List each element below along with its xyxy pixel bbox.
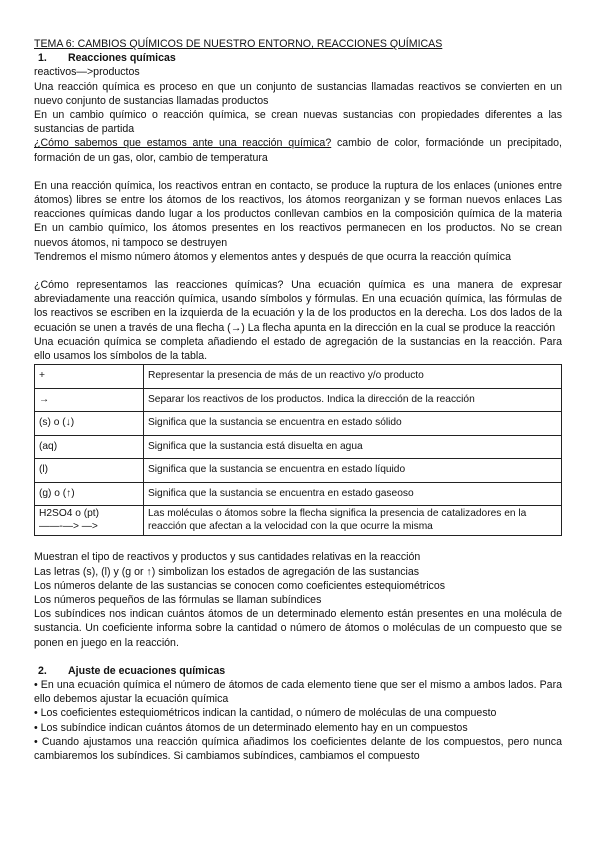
- catalyst-formula: H2SO4 o (pt): [39, 508, 100, 520]
- paragraph-chemical-change: En un cambio químico o reacción química, se crean nuevas sustancias con propiedades diferentes a las sustancias de partida: [34, 109, 562, 136]
- section-1-number: 1.: [38, 52, 47, 65]
- table-row: [35, 435, 562, 459]
- table-meaning: Significa que la sustancia se encuentra en estado sólido: [144, 412, 562, 436]
- bullet-item: • En una ecuación química el número de átomos de cada elemento tiene que ser el mismo a ambos lados. Para ello debemos ajustar la ecuación química: [34, 679, 562, 706]
- list-item: Los subíndices nos indican cuántos átomos de un determinado elemento están presentes en una molécula de sustancia. Un coeficiente informa sobre la cantidad o número de átomos o moléculas de un compuesto que se ponen en juego en la reacción.: [34, 608, 562, 649]
- paragraph-bonds: En una reacción química, los reactivos entran en contacto, se produce la ruptura de los enlaces (uniones entre átomos) libres se entre los átomos de los reactivos, los átomos reorganizan y se forman nuevos enlaces Las reacciones químicas dando lugar a los productos conllevan cambios en la composición química de la materia En un cambio químico, los átomos presentes en los reactivos permanecen en los productos. No se crean nuevos átomos, ni tampoco se destruyen: [34, 179, 562, 249]
- section-2-title: Ajuste de ecuaciones químicas: [68, 664, 226, 677]
- bullet-list: [34, 678, 562, 763]
- table-symbol: +: [35, 365, 144, 389]
- reaction-scheme: reactivos—>productos: [34, 66, 140, 79]
- table-row: [35, 459, 562, 483]
- table-symbol: (l): [35, 459, 144, 483]
- list-item: Las letras (s), (l) y (g or ↑) simbolizan los estados de agregación de las sustancias: [34, 565, 420, 578]
- document-title: TEMA 6: CAMBIOS QUÍMICOS DE NUESTRO ENTORNO, REACCIONES QUÍMICAS: [34, 38, 443, 50]
- paragraph-conservation: Tendremos el mismo número átomos y elementos antes y después de que ocurra la reacción química: [34, 250, 511, 263]
- bullet-item: • Los coeficientes estequiométricos indican la cantidad, o número de moléculas de una compuesto: [34, 707, 497, 720]
- table-symbol-catalyst: [35, 506, 144, 536]
- table-meaning: Significa que la sustancia se encuentra en estado gaseoso: [144, 482, 562, 506]
- paragraph-evidence: [34, 136, 562, 164]
- section-1-title: Reacciones químicas: [68, 52, 176, 65]
- catalyst-arrows: ——-—> —>: [39, 520, 98, 532]
- paragraph-definition: Una reacción química es proceso en que un conjunto de sustancias llamadas reactivos se convierten en un nuevo conjunto de sustancias llamadas productos: [34, 80, 562, 107]
- table-meaning: Significa que la sustancia se encuentra en estado líquido: [144, 459, 562, 483]
- table-symbol: (s) o (↓): [35, 412, 144, 436]
- list-item: Los números delante de las sustancias se conocen como coeficientes estequiométricos: [34, 579, 446, 592]
- bullet-item: • Cuando ajustamos una reacción química añadimos los coeficientes delante de los compuestos, pero nunca cambiaremos los subíndices. Si cambiamos subíndices, cambiamos el compuesto: [34, 735, 562, 763]
- table-row: [35, 506, 562, 536]
- table-symbol: →: [35, 388, 144, 412]
- table-symbol: (aq): [35, 435, 144, 459]
- list-item: Los números pequeños de las fórmulas se llaman subíndices: [34, 594, 322, 607]
- table-row: [35, 482, 562, 506]
- table-meaning: Representar la presencia de más de un reactivo y/o producto: [144, 365, 562, 389]
- table-symbol: (g) o (↑): [35, 482, 144, 506]
- paragraph-states: Una ecuación química se completa añadiendo el estado de agregación de la sustancias en la reacción. Para ello usamos los símbolos de la tabla.: [34, 335, 562, 363]
- section-1-heading: [34, 51, 562, 65]
- paragraph-representation: ¿Cómo representamos las reacciones químicas? Una ecuación química es una manera de expresar abreviadamente una reacción química, usando símbolos y fórmulas. En una ecuación química, las fórmulas de los reactivos se escriben en la izquierda de la ecuación y la de los productos en la derecha. Los dos lados de la ecuación se unen a través de una flecha (→) La flecha apunta en la dirección en la cual se produce la reacción: [34, 279, 562, 334]
- evidence-answer: cambio de color, formaciónde un precipitado, formación de un gas, olor, cambio de temperatura: [34, 137, 563, 164]
- table-meaning: Significa que la sustancia está disuelta en agua: [144, 435, 562, 459]
- list-item: Muestran el tipo de reactivos y productos y sus cantidades relativas en la reacción: [34, 551, 421, 564]
- bullet-item: • Los subíndice indican cuántos átomos de un determinado elemento hay en un compuestos: [34, 721, 468, 734]
- section-2-heading: [34, 664, 562, 678]
- table-row: [35, 365, 562, 389]
- table-meaning: Separar los reactivos de los productos. Indica la dirección de la reacción: [144, 388, 562, 412]
- table-row: [35, 388, 562, 412]
- table-row: [35, 412, 562, 436]
- document-page: [34, 37, 562, 763]
- table-meaning: Las moléculas o átomos sobre la flecha significa la presencia de catalizadores en la reacción que afectan a la velocidad con la que ocurre la misma: [144, 506, 562, 536]
- symbols-table: [34, 364, 562, 536]
- section-2-number: 2.: [38, 664, 47, 677]
- evidence-question: ¿Cómo sabemos que estamos ante una reacción química?: [34, 137, 332, 150]
